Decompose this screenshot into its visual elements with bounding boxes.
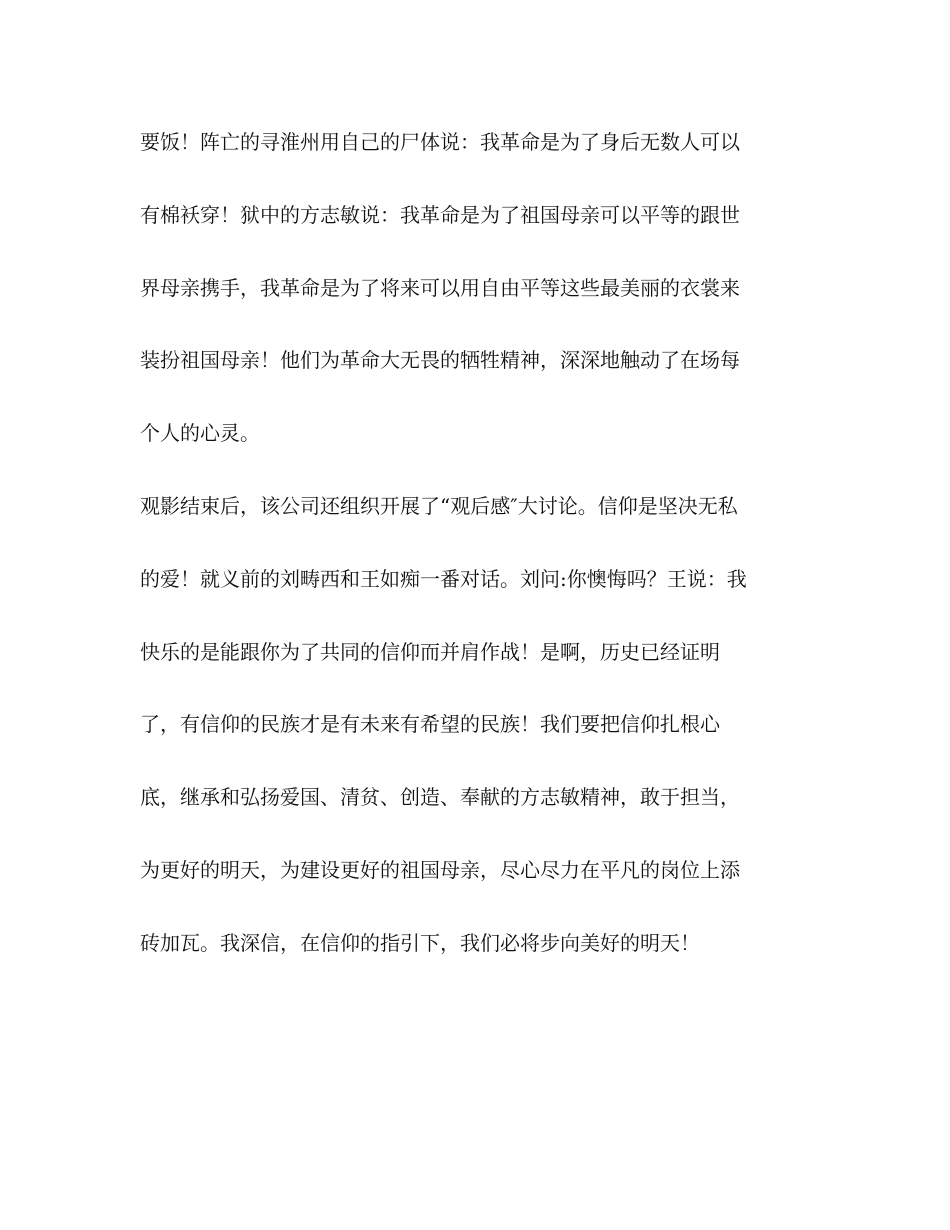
text-line: 砖加瓦。我深信，在信仰的指引下，我们必将步向美好的明天！ xyxy=(140,930,700,955)
text-line: 界母亲携手，我革命是为了将来可以用自由平等这些最美丽的衣裳来 xyxy=(140,275,740,300)
text-line: 底，继承和弘扬爱国、清贫、创造、奉献的方志敏精神，敢于担当， xyxy=(140,785,740,810)
text-line: 要饭！阵亡的寻淮州用自己的尸体说：我革命是为了身后无数人可以 xyxy=(140,130,740,154)
text-line: 的爱！就义前的刘畴西和王如痴一番对话。刘问:你懊悔吗？王说：我 xyxy=(140,566,747,591)
text-line: 了，有信仰的民族才是有未来有希望的民族！我们要把信仰扎根心 xyxy=(140,712,720,737)
body-text xyxy=(140,118,810,992)
text-line: 装扮祖国母亲！他们为革命大无畏的牺牲精神，深深地触动了在场每 xyxy=(140,348,740,373)
text-line: 个人的心灵。 xyxy=(140,421,260,446)
text-line: 为更好的明天，为建设更好的祖国母亲，尽心尽力在平凡的岗位上添 xyxy=(140,857,740,882)
text-line: 快乐的是能跟你为了共同的信仰而并肩作战！是啊，历史已经证明 xyxy=(140,639,720,664)
text-line: 有棉袄穿！狱中的方志敏说：我革命是为了祖国母亲可以平等的跟世 xyxy=(140,202,740,227)
text-line: 观影结束后，该公司还组织开展了“观后感″大讨论。信仰是坚决无私 xyxy=(140,493,738,518)
